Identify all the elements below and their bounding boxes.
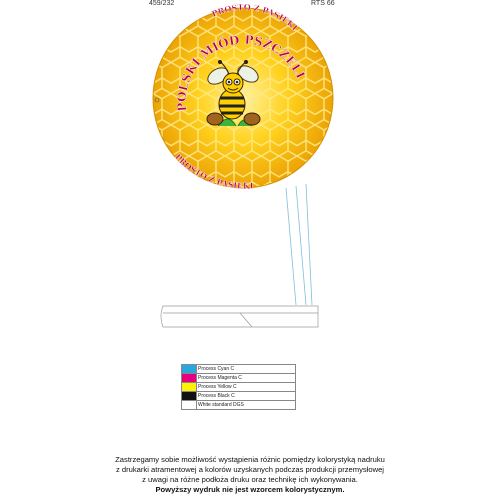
swatch-chip: [182, 383, 197, 392]
disclaimer-line: z uwagi na różne podłoża druku oraz technikę ich wykonywania.: [142, 475, 358, 484]
swatch-row: [182, 383, 296, 392]
tagline-arc-top: PROSTO Z PASIEKI: [210, 1, 300, 33]
tagline-arc-bottom: PROSTO Z PASIEKI: [173, 151, 254, 191]
model-code: RTS 66: [311, 0, 335, 7]
base-outline: [161, 306, 318, 327]
disclaimer-line: z drukarki atramentowej a kolorów uzyskanych podczas produkcji przemysłowej: [115, 465, 384, 474]
swatch-name: Process Yellow C: [197, 383, 296, 392]
disclaimer-bold-note: Powyższy wydruk nie jest wzorcem kolorystycznym.: [155, 485, 345, 494]
swatch-row: [182, 392, 296, 401]
swatch-name: Process Magenta C: [197, 374, 296, 383]
brand-arc-text: POLSKI MIÓD PSZCZELI: [174, 32, 308, 113]
stand-outline: [286, 184, 312, 305]
swatch-name: Process Cyan C: [197, 365, 296, 374]
swatch-name: Process Black C: [197, 392, 296, 401]
swatch-chip: [182, 365, 197, 374]
template-code: 459/232: [149, 0, 175, 7]
disclaimer-line: Zastrzegamy sobie możliwość wystąpienia różnic pomiędzy kolorystyką nadruku: [115, 455, 385, 464]
swatch-row: [182, 365, 296, 374]
swatch-name: White standard DGS: [197, 401, 296, 410]
swatch-chip: [182, 374, 197, 383]
swatch-chip: [182, 392, 197, 401]
color-swatch-table: [181, 364, 296, 410]
swatch-row: [182, 374, 296, 383]
color-disclaimer: [40, 455, 460, 495]
swatch-chip: [182, 401, 197, 410]
swatch-row: [182, 401, 296, 410]
